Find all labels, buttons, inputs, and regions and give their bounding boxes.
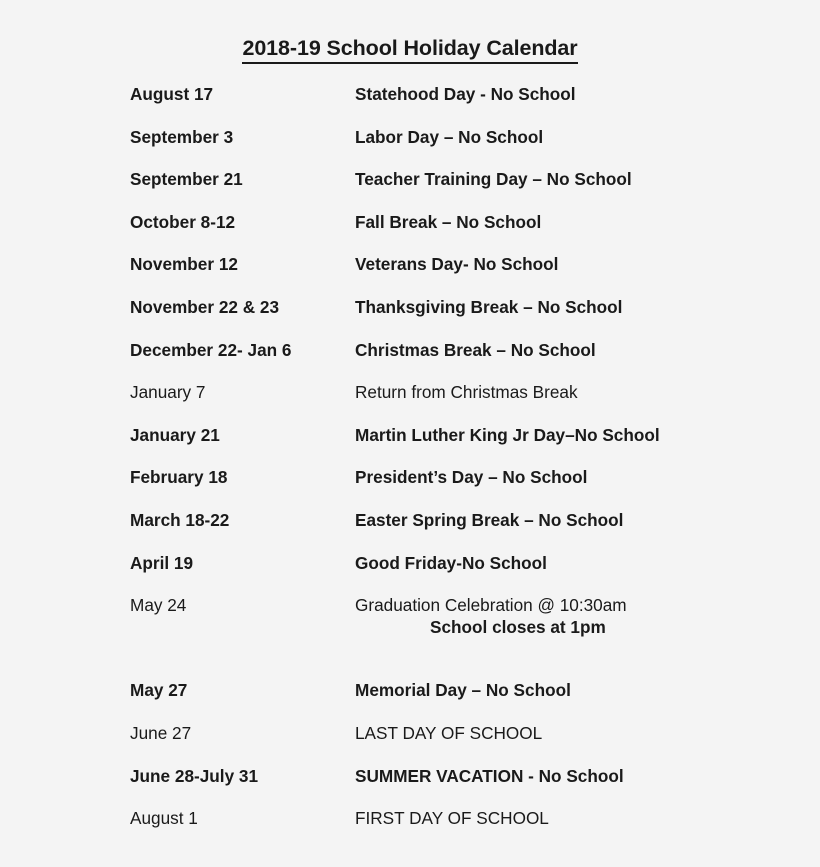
table-row: [0, 424, 820, 467]
table-row: [0, 765, 820, 808]
row-date: June 27: [130, 722, 192, 743]
row-date: November 22 & 23: [130, 296, 280, 317]
row-event: Martin Luther King Jr Day–No School: [355, 424, 660, 445]
table-row: [0, 253, 820, 296]
table-row: [0, 594, 820, 679]
table-row: [0, 807, 820, 850]
row-event: Teacher Training Day – No School: [355, 169, 632, 190]
table-row: [0, 168, 820, 211]
row-date: September 3: [130, 126, 234, 147]
page-title-text: 2018-19 School Holiday Calendar: [242, 37, 577, 64]
table-row: [0, 466, 820, 509]
row-date: June 28-July 31: [130, 765, 259, 786]
row-event: Good Friday-No School: [355, 552, 547, 573]
table-row: [0, 381, 820, 424]
row-event: Memorial Day – No School: [355, 680, 571, 701]
row-event: Easter Spring Break – No School: [355, 509, 624, 530]
table-row: [0, 679, 820, 722]
row-date: January 7: [130, 382, 206, 403]
table-row: [0, 126, 820, 169]
row-date: May 27: [130, 680, 188, 701]
row-event: Statehood Day - No School: [355, 84, 576, 104]
row-event: SUMMER VACATION - No School: [355, 765, 624, 786]
row-event: Thanksgiving Break – No School: [355, 296, 623, 317]
row-date: August 17: [130, 84, 214, 104]
page-title: [0, 37, 820, 64]
row-event: Labor Day – No School: [355, 126, 544, 147]
row-date: October 8-12: [130, 211, 236, 232]
table-row: [0, 296, 820, 339]
row-date: April 19: [130, 552, 194, 573]
row-event: LAST DAY OF SCHOOL: [355, 722, 543, 743]
table-row: [0, 552, 820, 595]
row-date: May 24: [130, 595, 187, 616]
holiday-list: [0, 83, 820, 850]
table-row: [0, 339, 820, 382]
row-date: September 21: [130, 169, 243, 190]
row-date: December 22- Jan 6: [130, 339, 292, 360]
row-date: March 18-22: [130, 509, 230, 530]
table-row: [0, 509, 820, 552]
row-event: Veterans Day- No School: [355, 254, 559, 275]
row-event: Christmas Break – No School: [355, 339, 596, 360]
row-event: FIRST DAY OF SCHOOL: [355, 808, 549, 829]
table-row: [0, 211, 820, 254]
table-row: [0, 83, 820, 126]
row-date: January 21: [130, 424, 220, 445]
row-subnote: School closes at 1pm: [430, 617, 606, 638]
row-event: President’s Day – No School: [355, 467, 588, 488]
row-date: February 18: [130, 467, 228, 488]
row-event: Fall Break – No School: [355, 211, 542, 232]
row-date: August 1: [130, 808, 198, 829]
row-event: Graduation Celebration @ 10:30am: [355, 595, 627, 616]
table-row: [0, 722, 820, 765]
row-event: Return from Christmas Break: [355, 382, 578, 403]
row-date: November 12: [130, 254, 238, 275]
